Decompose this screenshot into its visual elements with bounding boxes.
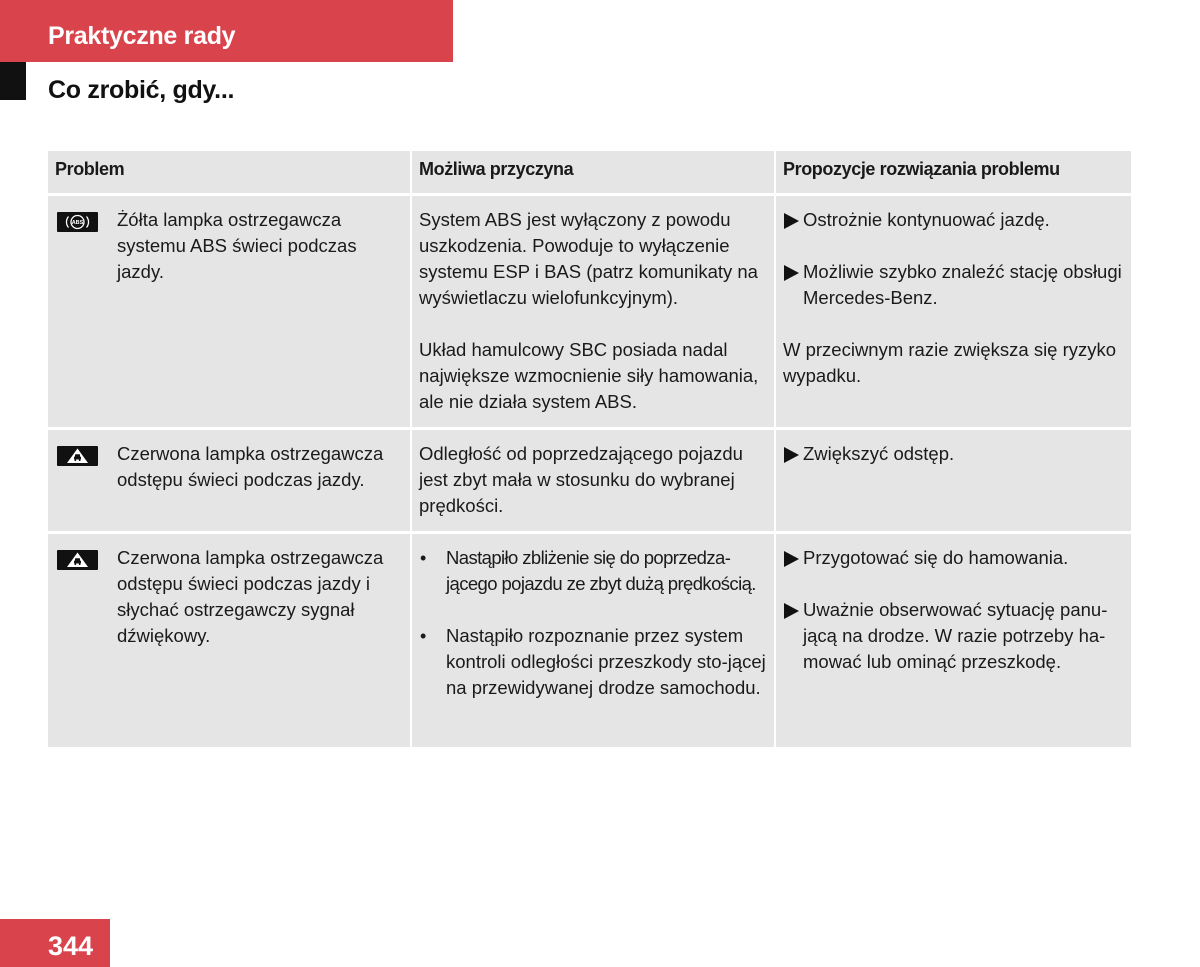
table-row bbox=[48, 534, 1131, 747]
solution-cell bbox=[776, 430, 1131, 531]
table-header-row bbox=[48, 151, 1131, 193]
problem-cell bbox=[48, 430, 410, 531]
arrow-right-icon bbox=[784, 447, 799, 463]
step-text: Uważnie obserwować sytuację panu-jącą na drodze. W razie potrzeby ha-mować lub ominąć przeszkodę. bbox=[803, 599, 1108, 672]
cause-text: System ABS jest wyłączony z powodu uszkodzenia. Powoduje to wyłączenie systemu ESP i BAS (patrz komunikaty na wyświetlaczu wielofunkcyjnym). bbox=[419, 209, 758, 308]
solution-step bbox=[783, 597, 1124, 675]
step-text: Zwiększyć odstęp. bbox=[803, 443, 955, 464]
cause-cell bbox=[412, 196, 774, 427]
abs-warning-icon bbox=[57, 212, 98, 232]
problem-text: Czerwona lampka ostrzegawcza odstępu świeci podczas jazdy. bbox=[117, 443, 384, 490]
distance-warning-icon bbox=[57, 550, 98, 570]
distance-warning-icon bbox=[57, 446, 98, 466]
problem-text: Czerwona lampka ostrzegawcza odstępu świeci podczas jazdy i słychać ostrzegawczy sygnał dźwiękowy. bbox=[117, 547, 384, 646]
cause-text: Odległość od poprzedzającego pojazdu jest zbyt mała w stosunku do wybranej prędkości. bbox=[419, 443, 743, 516]
column-header-cause: Możliwa przyczyna bbox=[412, 151, 774, 193]
cause-cell bbox=[412, 534, 774, 747]
table-row bbox=[48, 430, 1131, 531]
solution-step bbox=[783, 545, 1124, 571]
cause-text: Nastąpiło rozpoznanie przez system kontroli odległości przeszkody sto-jącej na przewidywanej drodze samochodu. bbox=[446, 625, 766, 698]
cause-text: Nastąpiło zbliżenie się do poprzedza-jącego pojazdu ze zbyt dużą prędkością. bbox=[446, 547, 756, 594]
bullet-icon: • bbox=[420, 548, 427, 568]
solution-cell bbox=[776, 196, 1131, 427]
step-text: Możliwie szybko znaleźć stację obsługi Mercedes-Benz. bbox=[803, 261, 1122, 308]
cause-bullet bbox=[419, 545, 767, 597]
arrow-right-icon bbox=[784, 551, 799, 567]
section-title: Praktyczne rady bbox=[48, 22, 236, 50]
svg-text:ABS: ABS bbox=[71, 220, 84, 227]
bullet-icon: • bbox=[420, 626, 427, 646]
arrow-right-icon bbox=[784, 265, 799, 281]
page-number: 344 bbox=[48, 931, 94, 961]
column-header-solution: Propozycje rozwiązania problemu bbox=[776, 151, 1131, 193]
problem-cell bbox=[48, 196, 410, 427]
cause-bullet bbox=[419, 623, 767, 701]
table-row bbox=[48, 196, 1131, 427]
solution-step bbox=[783, 441, 1124, 467]
cause-text: Układ hamulcowy SBC posiada nadal największe wzmocnienie siły hamowania, ale nie działa system ABS. bbox=[419, 339, 759, 412]
page-heading: Co zrobić, gdy... bbox=[48, 76, 235, 104]
arrow-right-icon bbox=[784, 213, 799, 229]
arrow-right-icon bbox=[784, 603, 799, 619]
step-text: Przygotować się do hamowania. bbox=[803, 547, 1069, 568]
section-marker bbox=[0, 62, 26, 100]
troubleshooting-table bbox=[48, 151, 1131, 747]
step-text: Ostrożnie kontynuować jazdę. bbox=[803, 209, 1050, 230]
problem-cell bbox=[48, 534, 410, 747]
problem-text: Żółta lampka ostrzegawcza systemu ABS świeci podczas jazdy. bbox=[117, 209, 357, 282]
cause-cell bbox=[412, 430, 774, 531]
column-header-problem: Problem bbox=[48, 151, 410, 193]
solution-step bbox=[783, 207, 1124, 233]
solution-cell bbox=[776, 534, 1131, 747]
solution-note: W przeciwnym razie zwiększa się ryzyko wypadku. bbox=[783, 339, 1117, 386]
solution-step bbox=[783, 259, 1124, 311]
